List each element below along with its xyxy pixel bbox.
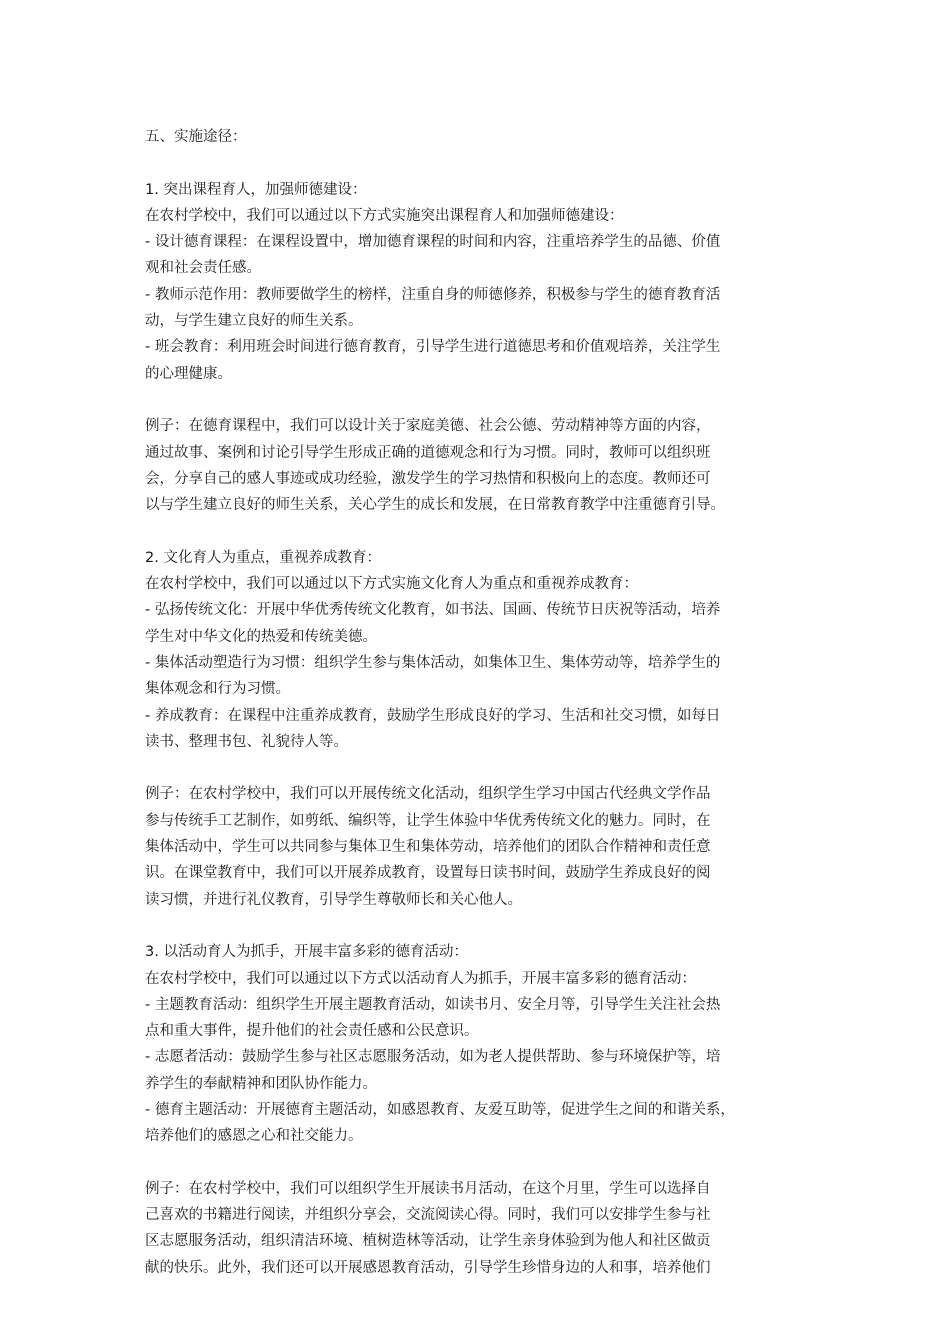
document-page	[145, 124, 815, 1281]
item-1-bullet-3-line: 的心理健康。	[145, 365, 232, 382]
item-1-bullet-1-line: 观和社会责任感。	[145, 260, 261, 277]
item-3-example	[145, 1176, 815, 1281]
item-3-bullet-1	[145, 992, 815, 1045]
item-1-bullet-1-line: - 设计德育课程：在课程设置中，增加德育课程的时间和内容，注重培养学生的品德、价值	[145, 234, 721, 251]
item-2-example-line: 集体活动中，学生可以共同参与集体卫生和集体劳动，培养他们的团队合作精神和责任意	[145, 839, 711, 856]
item-3-bullet-1-line: - 主题教育活动：组织学生开展主题教育活动，如读书月、安全月等，引导学生关注社会热	[145, 996, 721, 1013]
item-3-bullet-2	[145, 1044, 815, 1097]
paragraph-spacer	[145, 1150, 815, 1176]
item-1-intro-line: 在农村学校中，我们可以通过以下方式实施突出课程育人和加强师德建设：	[145, 207, 624, 224]
item-3-intro-line: 在农村学校中，我们可以通过以下方式以活动育人为抓手，开展丰富多彩的德育活动：	[145, 970, 696, 987]
item-1-bullet-2	[145, 282, 815, 335]
item-1-example-line: 会，分享自己的感人事迹或成功经验，激发学生的学习热情和积极向上的态度。教师还可	[145, 470, 711, 487]
item-3-bullet-3-line: - 德育主题活动：开展德育主题活动，如感恩教育、友爱互助等，促进学生之间的和谐关系，	[145, 1101, 735, 1118]
item-2-bullet-1	[145, 597, 815, 650]
section-heading-line: 五、实施途径：	[145, 129, 247, 145]
item-1-example-line: 例子：在德育课程中，我们可以设计关于家庭美德、社会公德、劳动精神等方面的内容，	[145, 418, 711, 435]
item-2-example	[145, 781, 815, 912]
item-3-bullet-2-line: 养学生的奉献精神和团队协作能力。	[145, 1075, 377, 1092]
item-2-example-line: 参与传统手工艺制作，如剪纸、编织等，让学生体验中华优秀传统文化的魅力。同时，在	[145, 812, 711, 829]
item-1-bullet-3-line: - 班会教育：利用班会时间进行德育教育，引导学生进行道德思考和价值观培养，关注学生	[145, 339, 721, 356]
item-1-intro	[145, 203, 815, 229]
item-3-bullet-3	[145, 1097, 815, 1150]
paragraph-spacer	[145, 755, 815, 781]
item-2-bullet-1-line: - 弘扬传统文化：开展中华优秀传统文化教育，如书法、国画、传统节日庆祝等活动，培养	[145, 602, 721, 619]
item-1-example-line: 以与学生建立良好的师生关系，关心学生的成长和发展，在日常教育教学中注重德育引导。	[145, 497, 725, 514]
item-1-example	[145, 413, 815, 518]
item-3-heading-line: 3. 以活动育人为抓手，开展丰富多彩的德育活动：	[145, 944, 468, 961]
item-2-bullet-2-line: - 集体活动塑造行为习惯：组织学生参与集体活动，如集体卫生、集体劳动等，培养学生的	[145, 654, 721, 671]
item-1-heading	[145, 177, 815, 203]
item-2-heading	[145, 545, 815, 571]
item-2-bullet-2-line: 集体观念和行为习惯。	[145, 681, 290, 698]
paragraph-spacer	[145, 913, 815, 939]
item-2-bullet-3-line: 读书、整理书包、礼貌待人等。	[145, 733, 348, 750]
item-3-example-line: 区志愿服务活动，组织清洁环境、植树造林等活动，让学生亲身体验到为他人和社区做贡	[145, 1233, 711, 1250]
section-heading	[145, 124, 815, 150]
item-2-bullet-1-line: 学生对中华文化的热爱和传统美德。	[145, 628, 377, 645]
item-3-example-line: 献的快乐。此外，我们还可以开展感恩教育活动，引导学生珍惜身边的人和事，培养他们	[145, 1259, 711, 1276]
item-1-heading-line: 1. 突出课程育人，加强师德建设：	[145, 181, 367, 198]
item-2-example-line: 例子：在农村学校中，我们可以开展传统文化活动，组织学生学习中国古代经典文学作品	[145, 786, 711, 803]
item-2-bullet-2	[145, 650, 815, 703]
item-2-heading-line: 2. 文化育人为重点，重视养成教育：	[145, 549, 381, 566]
item-1-bullet-3	[145, 334, 815, 387]
item-2-example-line: 识。在课堂教育中，我们可以开展养成教育，设置每日读书时间，鼓励学生养成良好的阅	[145, 865, 711, 882]
paragraph-spacer	[145, 150, 815, 176]
item-2-bullet-3-line: - 养成教育：在课程中注重养成教育，鼓励学生形成良好的学习、生活和社交习惯，如每日	[145, 707, 721, 724]
item-1-bullet-1	[145, 229, 815, 282]
item-2-intro	[145, 571, 815, 597]
item-3-bullet-2-line: - 志愿者活动：鼓励学生参与社区志愿服务活动，如为老人提供帮助、参与环境保护等，培	[145, 1049, 721, 1066]
item-2-intro-line: 在农村学校中，我们可以通过以下方式实施文化育人为重点和重视养成教育：	[145, 576, 638, 593]
item-1-example-line: 通过故事、案例和讨论引导学生形成正确的道德观念和行为习惯。同时，教师可以组织班	[145, 444, 711, 461]
item-3-bullet-1-line: 点和重大事件，提升他们的社会责任感和公民意识。	[145, 1023, 479, 1040]
paragraph-spacer	[145, 387, 815, 413]
item-2-bullet-3	[145, 703, 815, 756]
item-1-bullet-2-line: - 教师示范作用：教师要做学生的榜样，注重自身的师德修养，积极参与学生的德育教育活	[145, 286, 721, 303]
item-2-example-line: 读习惯，并进行礼仪教育，引导学生尊敬师长和关心他人。	[145, 891, 522, 908]
item-3-heading	[145, 939, 815, 965]
item-3-intro	[145, 966, 815, 992]
item-3-example-line: 例子：在农村学校中，我们可以组织学生开展读书月活动，在这个月里，学生可以选择自	[145, 1180, 711, 1197]
item-3-bullet-3-line: 培养他们的感恩之心和社交能力。	[145, 1128, 363, 1145]
item-1-bullet-2-line: 动，与学生建立良好的师生关系。	[145, 313, 363, 330]
paragraph-spacer	[145, 518, 815, 544]
item-3-example-line: 己喜欢的书籍进行阅读，并组织分享会，交流阅读心得。同时，我们可以安排学生参与社	[145, 1207, 711, 1224]
